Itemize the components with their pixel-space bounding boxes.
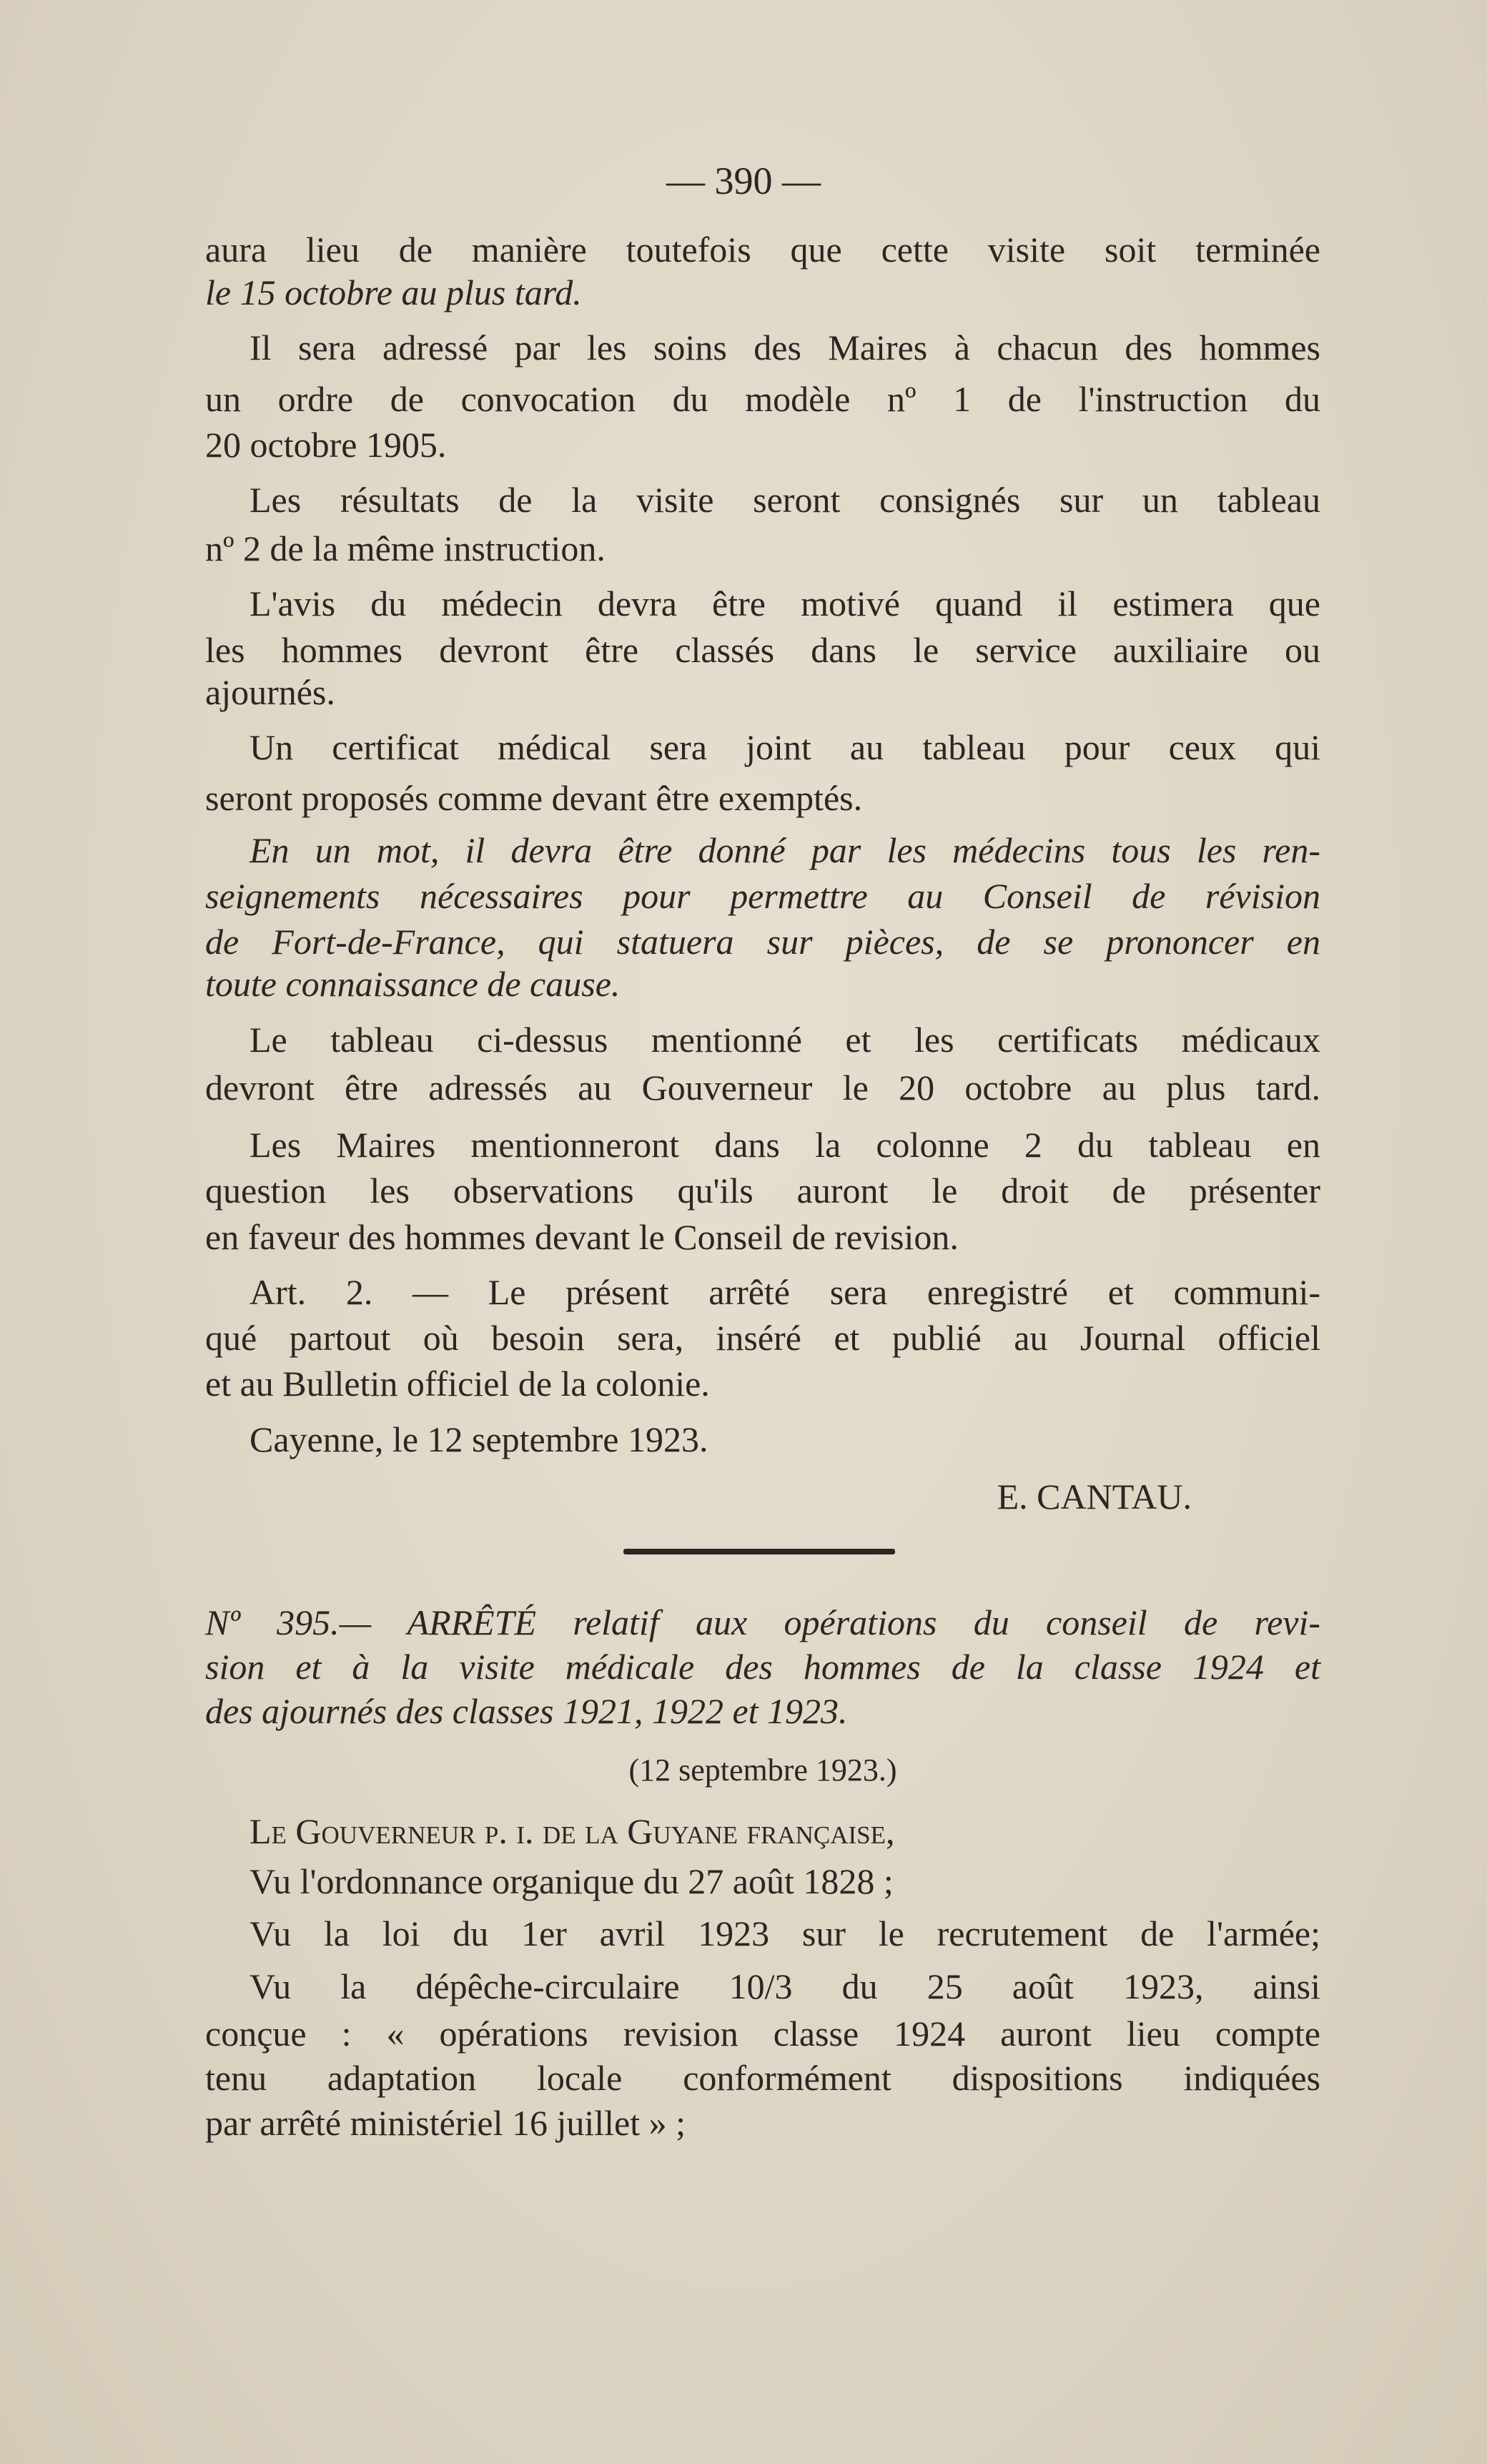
text-line: 20 octobre 1905. [205,425,447,465]
text-line: de Fort-de-France, qui statuera sur pièces, de se prononcer en [205,922,1320,962]
text-line: Le Gouverneur p. i. de la Guyane française, [250,1811,895,1851]
decree-heading-line: des ajournés des classes 1921, 1922 et 1923. [205,1691,848,1731]
text-line: tenu adaptation locale conformément dispositions indiquées [205,2058,1320,2098]
text-line: seront proposés comme devant être exemptés. [205,778,863,818]
text-line: Le tableau ci-dessus mentionné et les certificats médicaux [250,1020,1320,1060]
text-line: qué partout où besoin sera, inséré et publié au Journal officiel [205,1318,1320,1358]
page-number: — 390 — [666,159,821,202]
text-line: Art. 2. — Le présent arrêté sera enregistré et communi- [250,1272,1320,1312]
text-line: devront être adressés au Gouverneur le 20 octobre au plus tard. [205,1068,1320,1108]
text-line: Vu la loi du 1er avril 1923 sur le recrutement de l'armée; [250,1913,1320,1953]
text-line: en faveur des hommes devant le Conseil de revision. [205,1217,959,1257]
text-line: ajournés. [205,672,335,712]
text-line: Il sera adressé par les soins des Maires à chacun des hommes [250,327,1320,368]
text-line: aura lieu de manière toutefois que cette visite soit terminée [205,230,1320,270]
decree-heading-line: sion et à la visite médicale des hommes de la classe 1924 et [205,1647,1320,1687]
text-line: les hommes devront être classés dans le service auxiliaire ou [205,630,1320,670]
text-line: Vu la dépêche-circulaire 10/3 du 25 août 1923, ainsi [250,1966,1320,2006]
text-line: le 15 octobre au plus tard. [205,272,582,312]
text-line: conçue : « opérations revision classe 1924 auront lieu compte [205,2014,1320,2054]
text-line: seignements nécessaires pour permettre au Conseil de révision [205,876,1320,916]
text-line: En un mot, il devra être donné par les médecins tous les ren- [250,830,1320,870]
decree-date: (12 septembre 1923.) [628,1753,897,1788]
decree-heading-line: Nº 395.— ARRÊTÉ relatif aux opérations du conseil de revi- [205,1602,1320,1642]
signature-name: E. CANTAU. [997,1477,1192,1517]
text-line: question les observations qu'ils auront le droit de présenter [205,1171,1320,1211]
text-line: nº 2 de la même instruction. [205,528,606,568]
text-line: et au Bulletin officiel de la colonie. [205,1364,710,1404]
text-line: L'avis du médecin devra être motivé quand il estimera que [250,583,1320,624]
text-line: Les résultats de la visite seront consignés sur un tableau [250,480,1320,520]
text-line: toute connaissance de cause. [205,964,621,1004]
text-line: Un certificat médical sera joint au tableau pour ceux qui [250,727,1320,767]
text-line: Vu l'ordonnance organique du 27 août 1828 ; [250,1861,894,1901]
text-line: un ordre de convocation du modèle nº 1 de l'instruction du [205,379,1320,419]
text-line: par arrêté ministériel 16 juillet » ; [205,2103,686,2143]
dateline: Cayenne, le 12 septembre 1923. [250,1419,708,1459]
text-line: Les Maires mentionneront dans la colonne 2 du tableau en [250,1125,1320,1165]
section-divider [623,1549,895,1554]
